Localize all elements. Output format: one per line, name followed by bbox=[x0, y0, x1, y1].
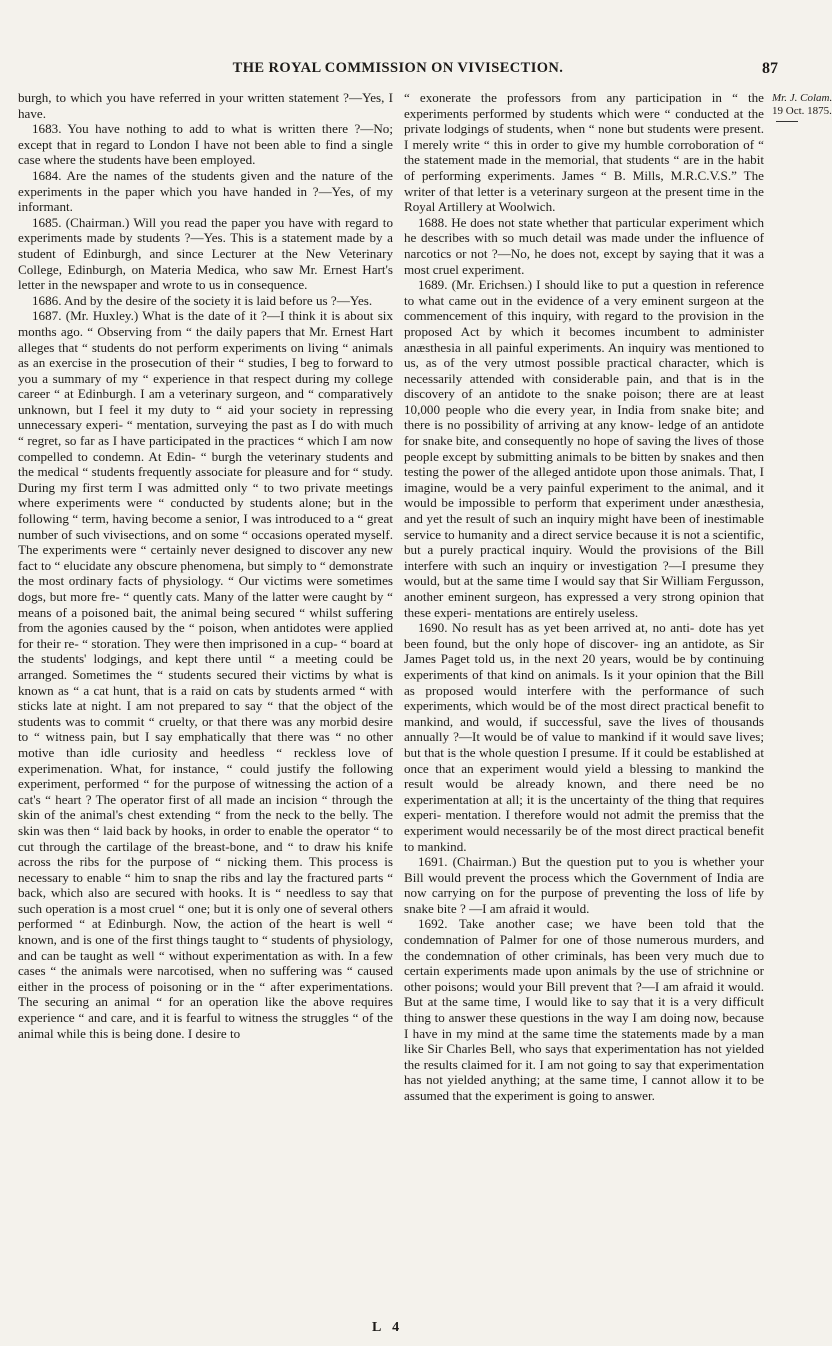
paragraph: 1687. (Mr. Huxley.) What is the date of it ?—I think it is about six months ago. “ Observing from “ the daily papers that Mr. Ernest Hart alleges that “ students do not perform experiments on living “ animals as an exercise in the prosecution of their “ studies, I beg to forward to you a summary of my “ experience in that respect during my college career “ at Edinburgh. I am a veterinary surgeon, and “ comparatively unknown, but I feel it my duty to “ aid your society in repressing unnecessary experi- “ mentation, surveying the past as I do with much “ regret, so far as I have participated in the practices “ which I am now compelled to condemn. At Edin- “ burgh the veterinary students and the medical “ students frequently associate for pleasure and for “ study. During my first term I was admitted only “ to two private meetings where experiments were “ conducted by students alone; but in the following “ term, having become a senior, I was introduced to a “ great number of such vivisections, and on some “ occasions operated myself. The experiments were “ certainly never designed to discover any new fact to “ elucidate any obscure phenomena, but simply to “ demonstrate the most ordinary facts of physiology. “ Our victims were sometimes dogs, but more fre- “ quently cats. Many of the latter were caught by “ means of a poisoned bait, the animal being secured “ whilst suffering from the agonies caused by the “ poison, when antidotes were applied for their re- “ storation. They were then imprisoned in a cup- “ board at the students' lodgings, and kept there until “ a meeting could be arranged. Sometimes the “ students secured their victims by what is known as “ a cat hunt, that is a raid on cats by students armed “ with sticks late at night. I am not prepared to say “ that the object of the students was to commit “ cruelty, or that there was any morbid desire to “ witness pain, but I say emphatically that there was “ no other motive than idle curiosity and heedless “ reckless love of experimenation. What, for instance, “ could justify the following experiment, performed “ for the purpose of witnessing the action of a cat's “ heart ? The operator first of all made an incision “ through the skin of the animal's chest extending “ from the neck to the belly. The skin was then “ laid back by hooks, in order to enable the operator “ to cut through the cartilage of the breast-bone, and “ to draw his knife across the ribs for the purpose of “ nicking them. This process is necessary to enable “ him to snap the ribs and lay the fractured parts “ back, which also are secured with hooks. It is “ needless to say that such operation is a most cruel “ one; but it is only one of several others performed “ at Edinburgh. Now, the action of the heart is well “ known, and is one of the first things taught to “ students of physiology, and can be taught as well “ without experimentation as with. In a few cases “ the animals were narcotised, when no suffering was “ caused either in the process of poisoning or in the “ after experimentations. The securing an animal “ for an operation like the above requires experience “ and care, and it is fearful to witness the struggles “ of the animal while this is being done. I desire to bbox=[18, 308, 393, 1041]
paragraph: 1683. You have nothing to add to what is written there ?—No; except that in regard to London I have not been able to find a single case where the students have been employed. bbox=[18, 121, 393, 168]
paragraph: 1686. And by the desire of the society it is laid before us ?—Yes. bbox=[32, 292, 373, 308]
margin-date: 19 Oct. 1875. bbox=[772, 105, 832, 117]
signature-mark: L 4 bbox=[372, 1320, 404, 1335]
margin-rule bbox=[776, 121, 798, 122]
page-number: 87 bbox=[762, 60, 778, 77]
margin-witness: Mr. J. Colam. bbox=[772, 92, 832, 104]
paragraph: 1691. (Chairman.) But the question put to you is whether your Bill would prevent the process which the Government of India are now carrying on for the purpose of preventing the loss of life by snake bite ? —I am afraid it would. bbox=[404, 854, 764, 916]
paragraph: 1684. Are the names of the students given and the nature of the experiments in the paper which you have handed in ?—Yes, of my informant. bbox=[18, 167, 393, 215]
paragraph: “ exonerate the professors from any participation in “ the experiments performed by students which were “ conducted at the private lodgings of students, when “ none but students were present. I merely write “ this in order to give my humble corroboration of “ the statement made in the memorial, that students “ are in the habit of performing experiments. James “ B. Mills, M.R.C.V.S.” The writer of that letter is a veterinary surgeon at the present time in the Royal Artillery at Woolwich. bbox=[404, 90, 764, 215]
left-column bbox=[18, 90, 393, 1041]
paragraph: 1688. He does not state whether that particular experiment which he describes with so much detail was made under the influence of narcotics or not ?—No, he does not, except by saying that it was a most cruel experiment. bbox=[404, 214, 764, 277]
paragraph: 1692. Take another case; we have been told that the condemnation of Palmer for one of those numerous murders, and the condemnation of other criminals, has been very much due to certain experiments made upon animals by the use of strichnine or other poisons; would your Bill prevent that ?—I am afraid it would. But at the same time, I would like to say that it is a very difficult thing to answer these questions in the way I am doing now, because I have in my mind at the same time the statements made by a man like Sir Charles Bell, who says that experimentation has not yielded the results claimed for it. I am not going to say that experimentation has not yielded anything; at the same time, I cannot allow it to be assumed that the experiment is going to answer. bbox=[404, 916, 764, 1103]
right-column bbox=[404, 90, 764, 1104]
page-header bbox=[18, 60, 778, 80]
paragraph: burgh, to which you have referred in your written statement ?—Yes, I have. bbox=[18, 90, 393, 121]
paragraph: 1689. (Mr. Erichsen.) I should like to put a question in reference to what came out in the evidence of a very eminent surgeon at the commencement of this inquiry, with regard to the provision in the proposed Act by which it becomes incumbent to administer anæsthesia in all painful experiments. An inquiry was mentioned to us, as of the very utmost possible practical character, which is necessarily attended with considerable pain, and that is in the discovery of an antidote to the snake poison; there are at least 10,000 people who die every year, in India from snake bite; and there is no possibility of arriving at any know- ledge of an antidote for snake bite, and consequently no hope of saving the lives of those people except by submitting animals to be bitten by snakes and then testing the power of the alleged antidote upon those animals. That, I imagine, would be a very painful experiment to the animal, and it would be impossible to perform that experiment under anæsthesia, and yet the result of such an inquiry might have been of inestimable service to humanity and a direct service because it is not a scientific, but a purely practical inquiry. Would the provisions of the Bill interfere with such an inquiry or investigation ?—I presume they would, but at the same time I would say that Sir William Fergusson, another eminent surgeon, has expressed a very strong opinion that these experi- mentations are entirely useless. bbox=[404, 277, 764, 620]
paragraph: 1690. No result has as yet been arrived at, no anti- dote has yet been found, but the only hope of discover- ing an antidote, as Sir James Paget told us, in the next 20 years, would be by continuing experiments of that kind on animals. Is it your opinion that the Bill as proposed would interfere with the performance of such experiments, which would be of the most direct practical benefit to mankind, and would, if successful, save the lives of thousands annually ?—It would be of value to mankind if it would save lives; but that is the whole question I presume. If it could be established at once that an experiment would yield a blessing to mankind the result would be already known, and there need be no experimentation at all; it is the uncertainty of the thing that requires experi- mentation. I therefore would not admit the premiss that the experiment would necessarily be of the most direct practical benefit to mankind. bbox=[404, 620, 764, 854]
running-title: THE ROYAL COMMISSION ON VIVISECTION. bbox=[232, 60, 564, 76]
paragraph: 1685. (Chairman.) Will you read the paper you have with regard to experiments made by students ?—Yes. This is a statement made by a student of Edinburgh, and since Lecturer at the New Veterinary College, Edinburgh, on Materia Medica, who saw Mr. Ernest Hart's letter in the newspaper and wrote to us in consequence. bbox=[18, 214, 393, 293]
